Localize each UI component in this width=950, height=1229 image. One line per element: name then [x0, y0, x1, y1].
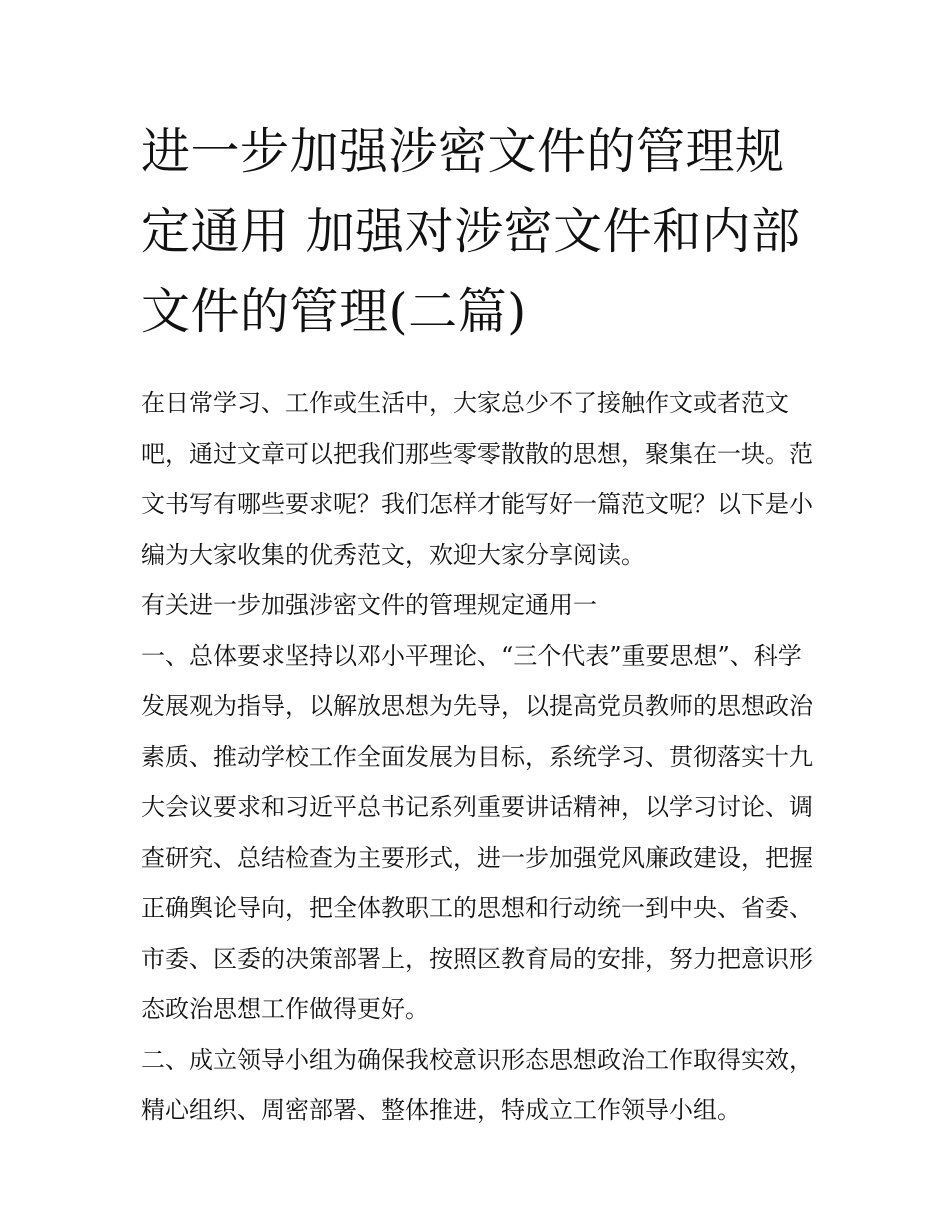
document-title: 进一步加强涉密文件的管理规定通用 加强对涉密文件和内部文件的管理(二篇): [141, 123, 801, 340]
paragraph-general-requirements: 一、总体要求坚持以邓小平理论、“三个代表”重要思想”、科学发展观为指导，以解放思想为先导，以提高党员教师的思想政治素质、推动学校工作全面发展为目标，系统学习、贯彻落实十九大会议要求和习近平总书记系列重要讲话精神，以学习讨论、调查研究、总结检查为主要形式，进一步加强党风廉政建设，把握正确舆论导向，把全体教职工的思想和行动统一到中央、省委、市委、区委的决策部署上，按照区教育局的安排，努力把意识形态政治思想工作做得更好。: [141, 641, 813, 1023]
paragraph-leadership-group: 二、成立领导小组为确保我校意识形态思想政治工作取得实效，精心组织、周密部署、整体推进，特成立工作领导小组。: [141, 1045, 813, 1124]
document-body: [141, 378, 821, 1136]
intro-paragraph: 在日常学习、工作或生活中，大家总少不了接触作文或者范文吧，通过文章可以把我们那些零零散散的思想，聚集在一块。范文书写有哪些要求呢？我们怎样才能写好一篇范文呢？以下是小编为大家收集的优秀范文，欢迎大家分享阅读。: [141, 389, 813, 569]
document-content: [141, 112, 821, 1136]
section-heading: 有关进一步加强涉密文件的管理规定通用一: [141, 591, 597, 619]
